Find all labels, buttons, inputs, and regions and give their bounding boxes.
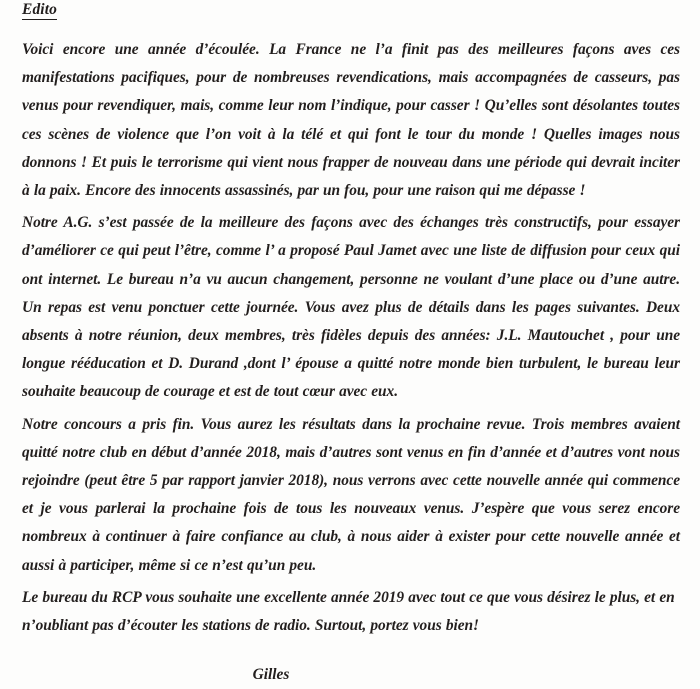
- signature: Gilles: [252, 666, 290, 684]
- page-title: Edito: [22, 1, 57, 18]
- paragraph-4: Le bureau du RCP vous souhaite une excellente année 2019 avec tout ce que vous désirez le plus, et en n’oubliant pas d’écouter les stations de radio. Surtout, portez vous bien!: [22, 588, 675, 635]
- paragraph-1: Voici encore une année d’écoulée. La France ne l’a finit pas des meilleures façons aves ces manifestations pacifiques, pour de nombreuses revendications, mais accompagnées de casseurs, pas venus pour revendiquer, mais, comme leur nom l’indique, pour casser ! Qu’elles sont désolantes toutes ces scènes de violence que l’on voit à la télé et qui font le tour du monde ! Quelles images nous donnons ! Et puis le terrorisme qui vient nous frapper de nouveau dans une période qui devrait inciter à la paix. Encore des innocents assassinés, par un fou, pour une raison qui me dépasse !: [22, 41, 680, 200]
- document-body: [22, 36, 680, 689]
- paragraph-3: Notre concours a pris fin. Vous aurez les résultats dans la prochaine revue. Trois membres avaient quitté notre club en début d’année 2018, mais d’autres sont venus en fin d’année et d’autres vont nous rejoindre (peut être 5 par rapport janvier 2018), nous verrons avec cette nouvelle année qui commence et je vous parlerai la prochaine fois de tous les nouveaux venus. J’espère que vous serez encore nombreux à continuer à faire confiance au club, à nous aider à exister pour cette nouvelle année et aussi à participer, même si ce n’est qu’un peu.: [22, 415, 680, 574]
- paragraph-2: Notre A.G. s’est passée de la meilleure des façons avec des échanges très constructifs, pour essayer d’améliorer ce qui peut l’être, comme l’ a proposé Paul Jamet avec une liste de diffusion pour ceux qui ont internet. Le bureau n’a vu aucun changement, personne ne voulant d’une place ou d’une autre. Un repas est venu ponctuer cette journée. Vous avez plus de détails dans les pages suivantes. Deux absents à notre réunion, deux membres, très fidèles depuis des années: J.L. Mautouchet , pour une longue rééducation et D. Durand ,dont l’ épouse a quitté notre monde bien turbulent, le bureau leur souhaite beaucoup de courage et est de tout cœur avec eux.: [22, 214, 680, 401]
